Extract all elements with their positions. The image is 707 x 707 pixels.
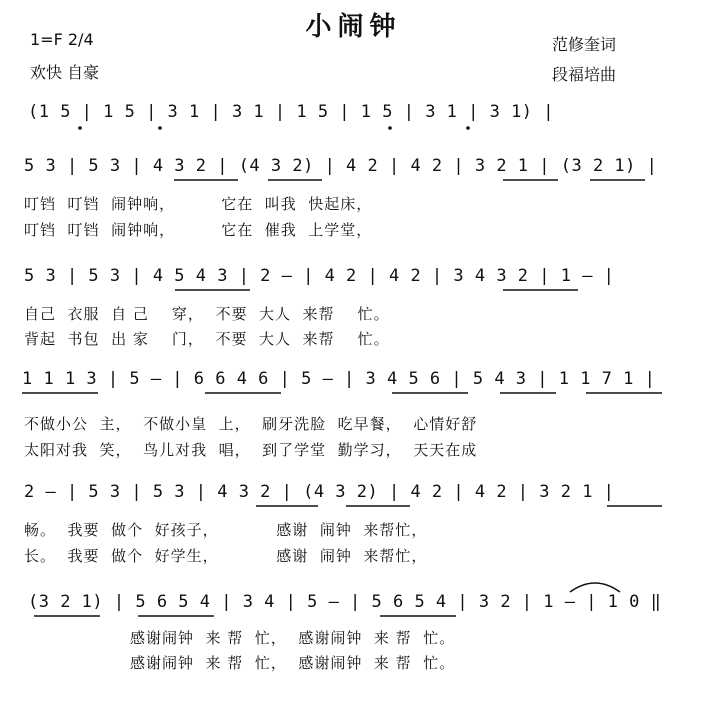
notation-line-2: 5 3 | 5 3 | 4 3 2 | (4 3 2) | 4 2 | 4 2 | 3 2 1 | (3 2 1) | (24, 156, 658, 176)
lyrics-line-3-verse-2: 背起 书包 出 家 门， 不要 大人 来帮 忙。 (24, 330, 390, 348)
lyrics-line-4-verse-1: 不做小公 主， 不做小皇 上， 刷牙洗脸 吃早餐， 心情好舒 (24, 415, 478, 433)
lyrics-line-2-verse-1: 叮铛 叮铛 闹钟响， 它在 叫我 快起床， (24, 195, 373, 213)
lyrics-line-4-verse-2: 太阳对我 笑， 鸟儿对我 唱， 到了学堂 勤学习， 天天在成 (24, 441, 478, 459)
notation-line-5: 2 — | 5 3 | 5 3 | 4 3 2 | (4 3 2) | 4 2 | 4 2 | 3 2 1 | (24, 482, 615, 502)
key-time-signature: 1=F 2/4 (30, 30, 94, 49)
low-octave-dots (78, 126, 470, 130)
lyrics-line-5-verse-1: 畅。 我要 做个 好孩子， 感谢 闹钟 来帮忙， (24, 521, 428, 539)
lyrics-line-6-verse-1: 感谢闹钟 来 帮 忙， 感谢闹钟 来 帮 忙。 (130, 629, 456, 647)
lyrics-line-2-verse-2: 叮铛 叮铛 闹钟响， 它在 催我 上学堂， (24, 221, 373, 239)
song-title: 小闹钟 (305, 12, 402, 42)
notation-line-1: (1 5 | 1 5 | 3 1 | 3 1 | 1 5 | 1 5 | 3 1 | 3 1) | (28, 102, 555, 122)
lyrics-line-3-verse-1: 自己 衣服 自 己 穿， 不要 大人 来帮 忙。 (24, 305, 390, 323)
lyrics-line-6-verse-2: 感谢闹钟 来 帮 忙， 感谢闹钟 来 帮 忙。 (130, 654, 456, 672)
notation-line-3: 5 3 | 5 3 | 4 5 4 3 | 2 — | 4 2 | 4 2 | 3 4 3 2 | 1 — | (24, 266, 615, 286)
notation-line-4: 1 1 1 3 | 5 — | 6 6 4 6 | 5 — | 3 4 5 6 | 5 4 3 | 1 1 7 1 | (22, 369, 656, 389)
eighth-note-underlines (22, 180, 662, 616)
notation-line-6: (3 2 1) | 5 6 5 4 | 3 4 | 5 — | 5 6 5 4 | 3 2 | 1 — | 1 0 ‖ (28, 592, 662, 612)
lyrics-line-5-verse-2: 长。 我要 做个 好学生， 感谢 闹钟 来帮忙， (24, 547, 428, 565)
composer: 段福培曲 (552, 65, 617, 84)
lyricist: 范修奎词 (552, 35, 617, 54)
tie-mark (570, 583, 620, 592)
tempo-mood: 欢快 自豪 (30, 63, 100, 82)
